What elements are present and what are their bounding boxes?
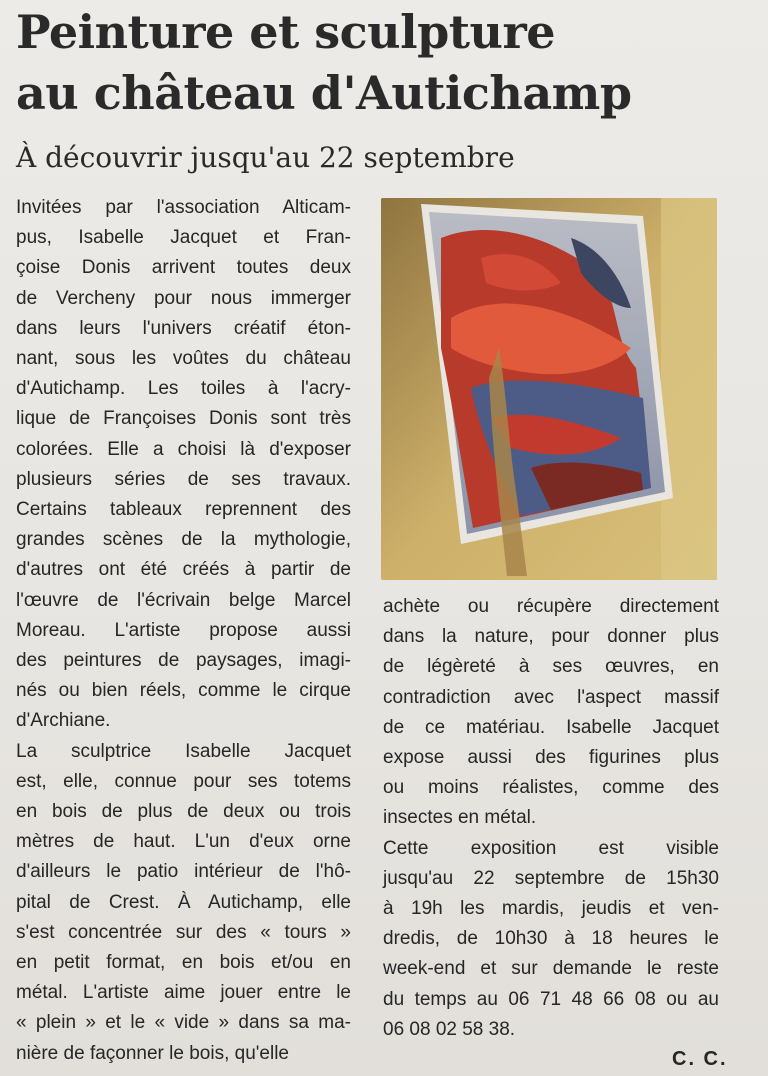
text-line: de ce matériau. Isabelle Jacquet — [383, 716, 719, 738]
text-line: d'Autichamp. Les toiles à l'acry- — [16, 378, 351, 400]
painting-photo-illustration — [381, 198, 717, 580]
text-line: Cette exposition est visible — [383, 837, 719, 859]
text-line: l'œuvre de l'écrivain belge Marcel — [16, 589, 351, 611]
text-line: dredis, de 10h30 à 18 heures le — [383, 928, 719, 950]
text-line: lique de Françoises Donis sont très — [16, 408, 351, 430]
text-line: nant, sous les voûtes du château — [16, 348, 351, 370]
text-line: de Vercheny pour nous immerger — [16, 287, 351, 309]
article-photo-painting — [381, 198, 717, 580]
text-line: insectes en métal. — [383, 807, 537, 829]
text-line: colorées. Elle a choisi là d'exposer — [16, 438, 351, 460]
text-line: mètres de haut. L'un d'eux orne — [16, 831, 351, 853]
text-line: expose aussi des figurines plus — [383, 747, 719, 769]
article-subheadline: À découvrir jusqu'au 22 septembre — [16, 141, 515, 174]
author-signature: C. C. — [672, 1048, 728, 1070]
article-body-right-column — [383, 592, 719, 1045]
headline-line-2: au château d'Autichamp — [16, 66, 632, 120]
text-line: pus, Isabelle Jacquet et Fran- — [16, 227, 351, 249]
text-line: de légèreté à ses œuvres, en — [383, 656, 719, 678]
text-line: week-end et sur demande le reste — [383, 958, 719, 980]
text-line: çoise Donis arrivent toutes deux — [16, 257, 351, 279]
text-line: Invitées par l'association Alticam- — [16, 197, 351, 218]
text-line: « plein » et le « vide » dans sa ma- — [16, 1012, 351, 1034]
text-line: à 19h les mardis, jeudis et ven- — [383, 898, 719, 920]
text-line: Moreau. L'artiste propose aussi — [16, 619, 351, 641]
text-line: grandes scènes de la mythologie, — [16, 529, 351, 551]
headline-line-1: Peinture et sculpture — [16, 5, 555, 59]
text-line: s'est concentrée sur des « tours » — [16, 921, 351, 943]
text-line: des peintures de paysages, imagi- — [16, 650, 351, 672]
text-line: plusieurs séries de ses travaux. — [16, 468, 351, 490]
text-line: dans leurs l'univers créatif éton- — [16, 317, 351, 339]
text-line: du temps au 06 71 48 66 08 ou au — [383, 988, 719, 1010]
text-line: en bois de plus de deux ou trois — [16, 801, 351, 823]
text-line: dans la nature, pour donner plus — [383, 626, 719, 648]
text-line: contradiction avec l'aspect massif — [383, 686, 719, 708]
text-line: pital de Crest. À Autichamp, elle — [16, 891, 351, 913]
text-line: d'autres ont été créés à partir de — [16, 559, 351, 581]
text-line: Certains tableaux reprennent des — [16, 499, 351, 521]
text-line: 06 08 02 58 38. — [383, 1018, 516, 1040]
text-line: nés ou bien réels, comme le cirque — [16, 680, 351, 702]
text-line: métal. L'artiste aime jouer entre le — [16, 982, 351, 1004]
text-line: d'Archiane. — [16, 710, 111, 732]
text-line: achète ou récupère directement — [383, 596, 719, 617]
article-headline — [16, 2, 756, 124]
text-line: ou moins réalistes, comme des — [383, 777, 719, 799]
text-line: d'ailleurs le patio intérieur de l'hô- — [16, 861, 351, 883]
text-line: jusqu'au 22 septembre de 15h30 — [383, 867, 719, 889]
text-line: en petit format, en bois et/ou en — [16, 952, 351, 974]
article-body-left-column — [16, 193, 351, 1069]
text-line: La sculptrice Isabelle Jacquet — [16, 740, 351, 762]
text-line: nière de façonner le bois, qu'elle — [16, 1042, 289, 1064]
text-line: est, elle, connue pour ses totems — [16, 770, 351, 792]
